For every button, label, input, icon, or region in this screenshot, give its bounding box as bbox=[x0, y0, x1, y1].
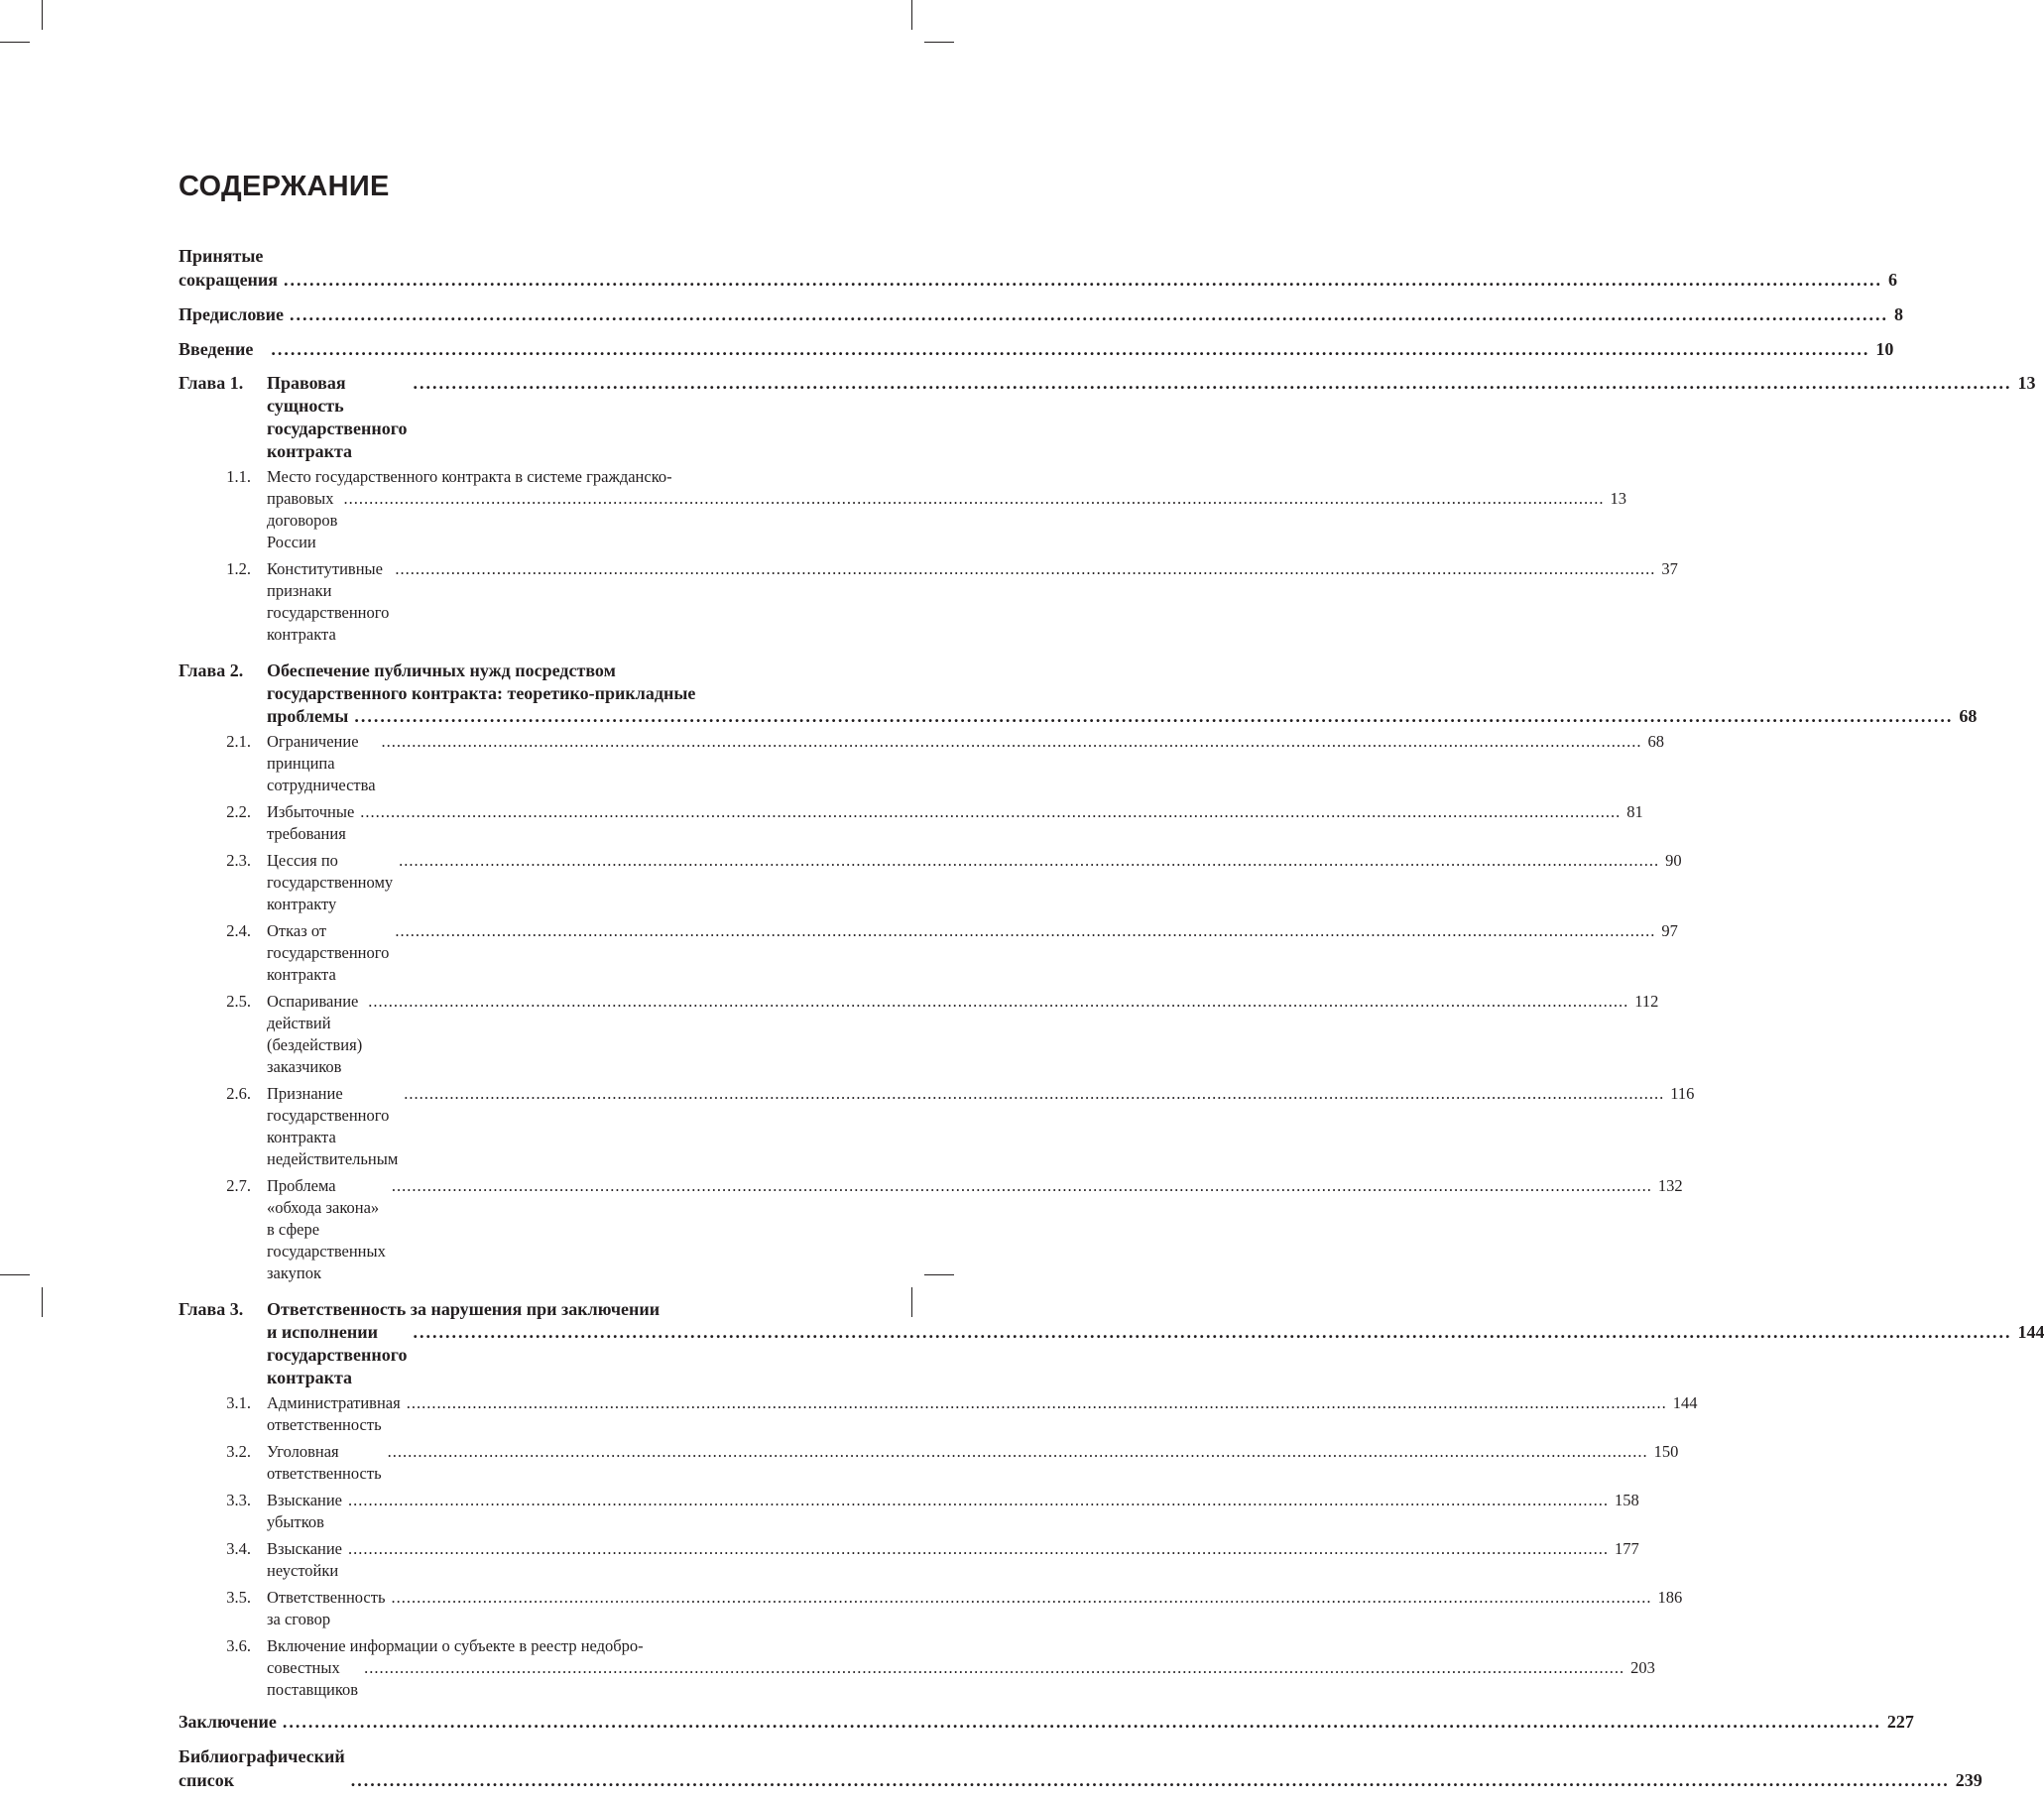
section-number: 2.5. bbox=[226, 992, 251, 1011]
toc-chapter-3[interactable] bbox=[179, 1298, 2044, 1389]
page-number: 177 bbox=[1615, 1539, 1639, 1558]
page-number: 227 bbox=[1886, 1712, 1914, 1732]
toc-section-3-4[interactable] bbox=[179, 1538, 1639, 1582]
page-number: 13 bbox=[1610, 489, 1626, 508]
page-number: 6 bbox=[1888, 270, 1898, 290]
page-number: 203 bbox=[1630, 1658, 1655, 1677]
crop-mark bbox=[42, 0, 43, 30]
section-number: 1.2. bbox=[226, 559, 251, 578]
toc-section-2-5[interactable] bbox=[179, 991, 1659, 1078]
section-number: 3.3. bbox=[226, 1491, 251, 1509]
page-number: 37 bbox=[1661, 559, 1678, 578]
toc-section-2-3[interactable] bbox=[179, 850, 1682, 915]
toc-section-2-4[interactable] bbox=[179, 920, 1678, 986]
crop-mark bbox=[911, 0, 912, 30]
toc-section-3-5[interactable] bbox=[179, 1587, 1683, 1630]
page-number: 8 bbox=[1893, 304, 1903, 324]
section-title: Конститутивные признаки государственного контракта bbox=[267, 559, 390, 644]
section-number: 2.3. bbox=[226, 851, 251, 870]
chapter-title-line: государственного контракта: теоретико-прикладные bbox=[267, 683, 696, 703]
dot-leader bbox=[354, 705, 1953, 728]
section-title: Взыскание неустойки bbox=[267, 1539, 343, 1580]
page-number: 186 bbox=[1657, 1588, 1683, 1607]
dot-leader bbox=[348, 1538, 1609, 1560]
section-number: 2.2. bbox=[226, 802, 251, 821]
page-number: 90 bbox=[1665, 851, 1682, 870]
dot-leader bbox=[388, 1441, 1648, 1463]
toc-section-2-7[interactable] bbox=[179, 1175, 1683, 1284]
dot-leader bbox=[290, 302, 1888, 326]
section-title: Административная ответственность bbox=[267, 1393, 401, 1434]
page-number: 239 bbox=[1955, 1770, 1983, 1790]
page-number: 68 bbox=[1647, 732, 1665, 751]
chapter-number: Глава 2. bbox=[179, 661, 244, 680]
crop-mark bbox=[42, 1287, 43, 1317]
dot-leader bbox=[395, 920, 1655, 942]
toc-entry-conclusion[interactable] bbox=[179, 1710, 1914, 1734]
dot-leader bbox=[364, 1657, 1624, 1679]
entry-label: Заключение bbox=[179, 1712, 277, 1732]
dot-leader bbox=[284, 268, 1882, 292]
toc-section-3-3[interactable] bbox=[179, 1490, 1639, 1533]
dot-leader bbox=[343, 488, 1604, 510]
dot-leader bbox=[348, 1490, 1609, 1511]
section-number: 3.6. bbox=[226, 1636, 251, 1655]
dot-leader bbox=[413, 372, 2011, 395]
page-number: 10 bbox=[1875, 339, 1894, 359]
toc-section-2-6[interactable] bbox=[179, 1083, 1695, 1170]
section-title: Проблема «обхода закона» в сфере государственных закупок bbox=[267, 1176, 386, 1282]
dot-leader bbox=[395, 558, 1655, 580]
section-number: 3.4. bbox=[226, 1539, 251, 1558]
section-title: Цессия по государственному контракту bbox=[267, 851, 394, 913]
section-title-line: Включение информации о субъекте в реестр недобро- bbox=[267, 1636, 644, 1655]
toc-entry-bibliography[interactable] bbox=[179, 1744, 1983, 1792]
dot-leader bbox=[413, 1321, 2011, 1344]
page-number: 97 bbox=[1661, 921, 1678, 940]
section-title: Ограничение принципа сотрудничества bbox=[267, 732, 376, 794]
toc-entry-abbreviations[interactable] bbox=[179, 244, 1898, 292]
dot-leader bbox=[271, 337, 1869, 361]
section-title: Уголовная ответственность bbox=[267, 1442, 382, 1483]
dot-leader bbox=[392, 1587, 1652, 1609]
dot-leader bbox=[360, 801, 1621, 823]
chapter-number: Глава 1. bbox=[179, 373, 244, 393]
dot-leader bbox=[351, 1768, 1950, 1792]
toc-section-2-2[interactable] bbox=[179, 801, 1643, 845]
crop-mark bbox=[0, 42, 30, 43]
page-number: 158 bbox=[1615, 1491, 1639, 1509]
chapter-title-line: Ответственность за нарушения при заключении bbox=[267, 1299, 661, 1319]
entry-label: Введение bbox=[179, 339, 254, 359]
entry-label: Библиографический список bbox=[179, 1746, 345, 1790]
section-number: 3.5. bbox=[226, 1588, 251, 1607]
toc-section-3-1[interactable] bbox=[179, 1392, 1698, 1436]
page-number: 150 bbox=[1653, 1442, 1679, 1461]
toc-section-1-2[interactable] bbox=[179, 558, 1678, 646]
section-title: Признание государственного контракта недействительным bbox=[267, 1084, 399, 1168]
chapter-title-line: и исполнении государственного контракта bbox=[267, 1322, 408, 1387]
page-number: 144 bbox=[1672, 1393, 1698, 1412]
toc-section-1-1[interactable] bbox=[179, 466, 1626, 553]
section-number: 2.7. bbox=[226, 1176, 251, 1195]
page-number: 81 bbox=[1626, 802, 1643, 821]
section-title: Отказ от государственного контракта bbox=[267, 921, 390, 984]
dot-leader bbox=[283, 1710, 1881, 1734]
chapter-number: Глава 3. bbox=[179, 1299, 244, 1319]
dot-leader bbox=[407, 1392, 1667, 1414]
section-title: Ответственность за сговор bbox=[267, 1588, 386, 1628]
dot-leader bbox=[392, 1175, 1652, 1197]
entry-label: Принятые сокращения bbox=[179, 246, 279, 290]
page-number: 132 bbox=[1657, 1176, 1683, 1195]
page-number: 116 bbox=[1670, 1084, 1695, 1103]
section-title-line: правовых договоров России bbox=[267, 489, 338, 551]
page-number: 13 bbox=[2017, 373, 2036, 393]
section-number: 3.1. bbox=[226, 1393, 251, 1412]
section-title-line: совестных поставщиков bbox=[267, 1658, 359, 1699]
section-title: Взыскание убытков bbox=[267, 1491, 343, 1531]
entry-label: Предисловие bbox=[179, 304, 284, 324]
section-number: 2.6. bbox=[226, 1084, 251, 1103]
page-number: 68 bbox=[1959, 706, 1978, 726]
page-number: 144 bbox=[2017, 1322, 2044, 1342]
dot-leader bbox=[382, 731, 1642, 753]
crop-mark bbox=[924, 42, 954, 43]
section-number: 1.1. bbox=[226, 467, 251, 486]
section-number: 3.2. bbox=[226, 1442, 251, 1461]
toc-section-3-2[interactable] bbox=[179, 1441, 1679, 1485]
chapter-title-line: проблемы bbox=[267, 706, 349, 726]
section-title: Оспаривание действий (бездействия) заказчиков bbox=[267, 992, 363, 1076]
page-number: 112 bbox=[1634, 992, 1659, 1011]
section-number: 2.4. bbox=[226, 921, 251, 940]
toc-chapter-2[interactable] bbox=[179, 660, 1978, 728]
table-of-contents bbox=[179, 244, 2044, 1803]
page-title: СОДЕРЖАНИЕ bbox=[179, 171, 390, 202]
section-title: Избыточные требования bbox=[267, 802, 355, 843]
toc-section-3-6[interactable] bbox=[179, 1635, 1655, 1701]
chapter-title: Правовая сущность государственного контракта bbox=[267, 373, 408, 461]
dot-leader bbox=[368, 991, 1628, 1013]
section-title-line: Место государственного контракта в системе гражданско- bbox=[267, 467, 672, 486]
toc-entry-preface[interactable] bbox=[179, 302, 1903, 326]
toc-entry-introduction[interactable] bbox=[179, 337, 1894, 361]
toc-section-2-1[interactable] bbox=[179, 731, 1665, 796]
chapter-title-line: Обеспечение публичных нужд посредством bbox=[267, 661, 616, 680]
dot-leader bbox=[399, 850, 1659, 872]
section-number: 2.1. bbox=[226, 732, 251, 751]
toc-chapter-1[interactable] bbox=[179, 372, 2036, 463]
crop-mark bbox=[0, 1274, 30, 1275]
dot-leader bbox=[404, 1083, 1664, 1105]
